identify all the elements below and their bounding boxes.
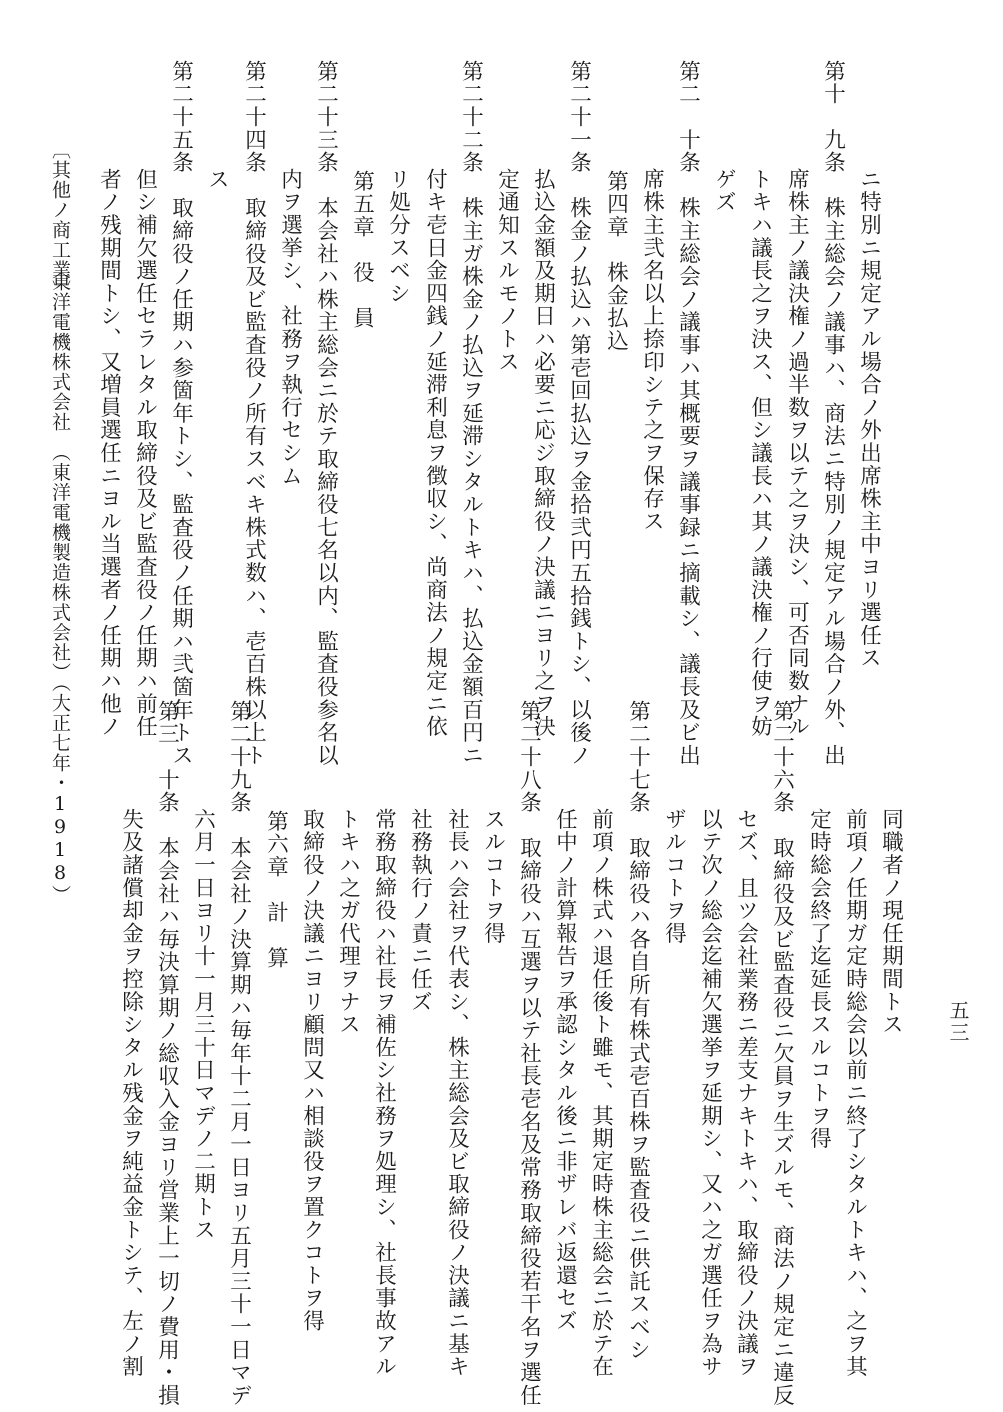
- upper-text-column: 者ノ残期間トシ、又増員選任ニヨル当選者ノ任期ハ他ノ: [96, 168, 122, 738]
- lower-text-column: ザルコトヲ得: [661, 808, 687, 945]
- footer-left: 〔其他ノ商工業〕: [49, 140, 71, 300]
- upper-text-column: 第五章 役 員: [349, 170, 375, 330]
- lower-text-column: スルコトヲ得: [480, 808, 506, 945]
- lower-text-column: 以テ次ノ総会迄補欠選挙ヲ延期シ、又ハ之ガ選任ヲ為サ: [697, 808, 723, 1378]
- upper-text-column: 第二十四条 取締役及ビ監査役ノ所有スベキ株式数ハ、壱百株以上ト: [241, 60, 267, 767]
- upper-text-column: 席株主弐名以上捺印シテ之ヲ保存ス: [639, 168, 665, 533]
- lower-text-column: 第二十八条 取締役ハ互選ヲ以テ社長壱名及常務取締役若干名ヲ選任: [516, 700, 542, 1407]
- lower-text-column: 第二十七条 取締役ハ各自所有株式壱百株ヲ監査役ニ供託スベシ: [625, 700, 651, 1362]
- footer-right: 東洋電機株式会社 （東洋電機製造株式会社）（大正七年・1918）: [49, 272, 71, 905]
- upper-text-column: 第十 九条 株主総会ノ議事ハ、商法ニ特別ノ規定アル場合ノ外、出: [820, 60, 846, 767]
- upper-text-column: 第二十五条 取締役ノ任期ハ参箇年トシ、監査役ノ任期ハ弐箇年トス: [168, 60, 194, 767]
- upper-text-column: トキハ議長之ヲ決ス、但シ議長ハ其ノ議決権ノ行使ヲ妨: [747, 168, 773, 738]
- page-number: 五三: [946, 1000, 970, 1044]
- lower-text-column: セズ、且ツ会社業務ニ差支ナキトキハ、取締役ノ決議ヲ: [733, 808, 759, 1378]
- upper-text-column: ス: [204, 168, 230, 191]
- lower-text-column: 社務執行ノ責ニ任ズ: [407, 808, 433, 1014]
- upper-text-column: 第二十二条 株主ガ株金ノ払込ヲ延滞シタルトキハ、払込金額百円ニ: [458, 60, 484, 767]
- upper-text-column: ニ特別ニ規定アル場合ノ外出席株主中ヨリ選任ス: [856, 168, 882, 670]
- upper-text-column: 定通知スルモノトス: [494, 168, 520, 374]
- upper-text-column: 但シ補欠選任セラレタル取締役及ビ監査役ノ任期ハ前任: [132, 168, 158, 738]
- upper-text-column: 第二十一条 株金ノ払込ハ第壱回払込ヲ金拾弐円五拾銭トシ、以後ノ: [566, 60, 592, 767]
- lower-text-column: 六月一日ヨリ十一月三十日マデノ二期トス: [190, 808, 216, 1242]
- upper-text-column: 第二 十条 株主総会ノ議事ハ其概要ヲ議事録ニ摘載シ、議長及ビ出: [675, 60, 701, 767]
- lower-text-column: 第三 十条 本会社ハ毎決算期ノ総収入金ヨリ営業上一切ノ費用・損: [154, 700, 180, 1407]
- upper-text-column: リ処分スベシ: [385, 168, 411, 305]
- lower-text-column: 社長ハ会社ヲ代表シ、株主総会及ビ取締役ノ決議ニ基キ: [444, 808, 470, 1378]
- lower-text-column: 同職者ノ現任期間トス: [878, 808, 904, 1036]
- upper-text-column: 払込金額及期日ハ必要ニ応ジ取締役ノ決議ニヨリ之ヲ決: [530, 168, 556, 738]
- upper-text-column: 内ヲ選挙シ、社務ヲ執行セシム: [277, 168, 303, 488]
- upper-text-column: 付キ壱日金四銭ノ延滞利息ヲ徴収シ、尚商法ノ規定ニ依: [422, 168, 448, 738]
- lower-text-column: 取締役ノ決議ニヨリ顧問又ハ相談役ヲ置クコトヲ得: [299, 808, 325, 1333]
- upper-text-column: 席株主ノ議決権ノ過半数ヲ以テ之ヲ決シ、可否同数ナル: [784, 168, 810, 738]
- lower-text-column: 第二十六条 取締役及ビ監査役ニ欠員ヲ生ズルモ、商法ノ規定ニ違反: [769, 700, 795, 1407]
- lower-text-column: 任中ノ計算報告ヲ承認シタル後ニ非ザレバ返還セズ: [552, 808, 578, 1333]
- lower-text-column: 前項ノ株式ハ退任後ト雖モ、其期定時株主総会ニ於テ在: [588, 808, 614, 1378]
- lower-text-column: 第二十九条 本会社ノ決算期ハ毎年十二月一日ヨリ五月三十一日マデ: [226, 700, 252, 1407]
- lower-text-column: トキハ之ガ代理ヲナス: [335, 808, 361, 1036]
- lower-text-column: 前項ノ任期ガ定時総会以前ニ終了シタルトキハ、之ヲ其: [842, 808, 868, 1378]
- lower-text-column: 失及諸償却金ヲ控除シタル残金ヲ純益金トシテ、左ノ割: [118, 808, 144, 1378]
- lower-text-column: 定時総会終了迄延長スルコトヲ得: [806, 808, 832, 1150]
- upper-text-column: ゲズ: [711, 168, 737, 214]
- lower-text-column: 第六章 計 算: [263, 810, 289, 970]
- lower-text-column: 常務取締役ハ社長ヲ補佐シ社務ヲ処理シ、社長事故アル: [371, 808, 397, 1378]
- upper-text-column: 第四章 株金払込: [603, 170, 629, 353]
- upper-text-column: 第二十三条 本会社ハ株主総会ニ於テ取締役七名以内、監査役参名以: [313, 60, 339, 767]
